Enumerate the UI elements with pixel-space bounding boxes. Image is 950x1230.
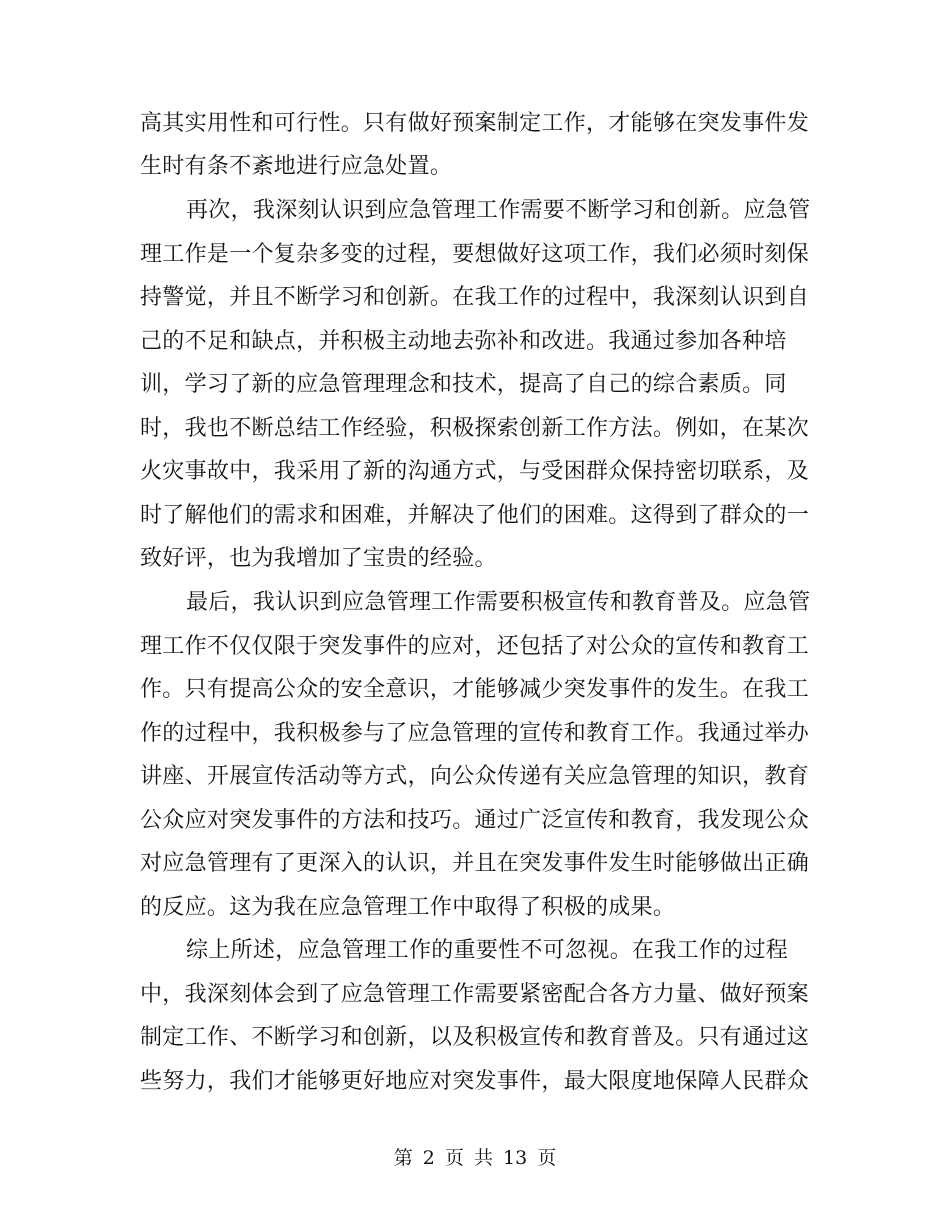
body-line: 制定工作、不断学习和创新，以及积极宣传和教育普及。只有通过这 [140,1025,810,1050]
body-line: 致好评，也为我增加了宝贵的经验。 [140,546,497,571]
body-line: 理工作是一个复杂多变的过程，要想做好这项工作，我们必须时刻保 [140,242,810,267]
body-line: 高其实用性和可行性。只有做好预案制定工作，才能够在突发事件发 [140,111,810,136]
body-line: 火灾事故中，我采用了新的沟通方式，与受困群众保持密切联系，及 [140,459,810,484]
page-number-footer: 第 2 页 共 13 页 [393,1147,557,1169]
body-line: 作。只有提高公众的安全意识，才能够减少突发事件的发生。在我工 [140,677,810,702]
body-line: 训，学习了新的应急管理理念和技术，提高了自己的综合素质。同 [140,372,787,397]
paragraph-first-line: 综上所述，应急管理工作的重要性不可忽视。在我工作的过程 [186,938,789,963]
body-line: 对应急管理有了更深入的认识，并且在突发事件发生时能够做出正确 [140,851,810,876]
body-line: 的反应。这为我在应急管理工作中取得了积极的成果。 [140,895,676,920]
body-line: 持警觉，并且不断学习和创新。在我工作的过程中，我深刻认识到自 [140,285,810,310]
body-line: 作的过程中，我积极参与了应急管理的宣传和教育工作。我通过举办 [140,721,810,746]
body-line: 时了解他们的需求和困难，并解决了他们的困难。这得到了群众的一 [140,503,810,528]
paragraph-first-line: 再次，我深刻认识到应急管理工作需要不断学习和创新。应急管 [186,198,811,223]
body-line: 中，我深刻体会到了应急管理工作需要紧密配合各方力量、做好预案 [140,982,810,1007]
body-line: 些努力，我们才能够更好地应对突发事件，最大限度地保障人民群众 [140,1069,810,1094]
body-line: 生时有条不紊地进行应急处置。 [140,154,453,179]
body-line: 公众应对突发事件的方法和技巧。通过广泛宣传和教育，我发现公众 [140,808,810,833]
body-line: 时，我也不断总结工作经验，积极探索创新工作方法。例如，在某次 [140,416,810,441]
body-line: 理工作不仅仅限于突发事件的应对，还包括了对公众的宣传和教育工 [140,634,810,659]
body-line: 讲座、开展宣传活动等方式，向公众传递有关应急管理的知识，教育 [140,764,810,789]
body-line: 己的不足和缺点，并积极主动地去弥补和改进。我通过参加各种培 [140,329,787,354]
paragraph-first-line: 最后，我认识到应急管理工作需要积极宣传和教育普及。应急管 [186,590,811,615]
